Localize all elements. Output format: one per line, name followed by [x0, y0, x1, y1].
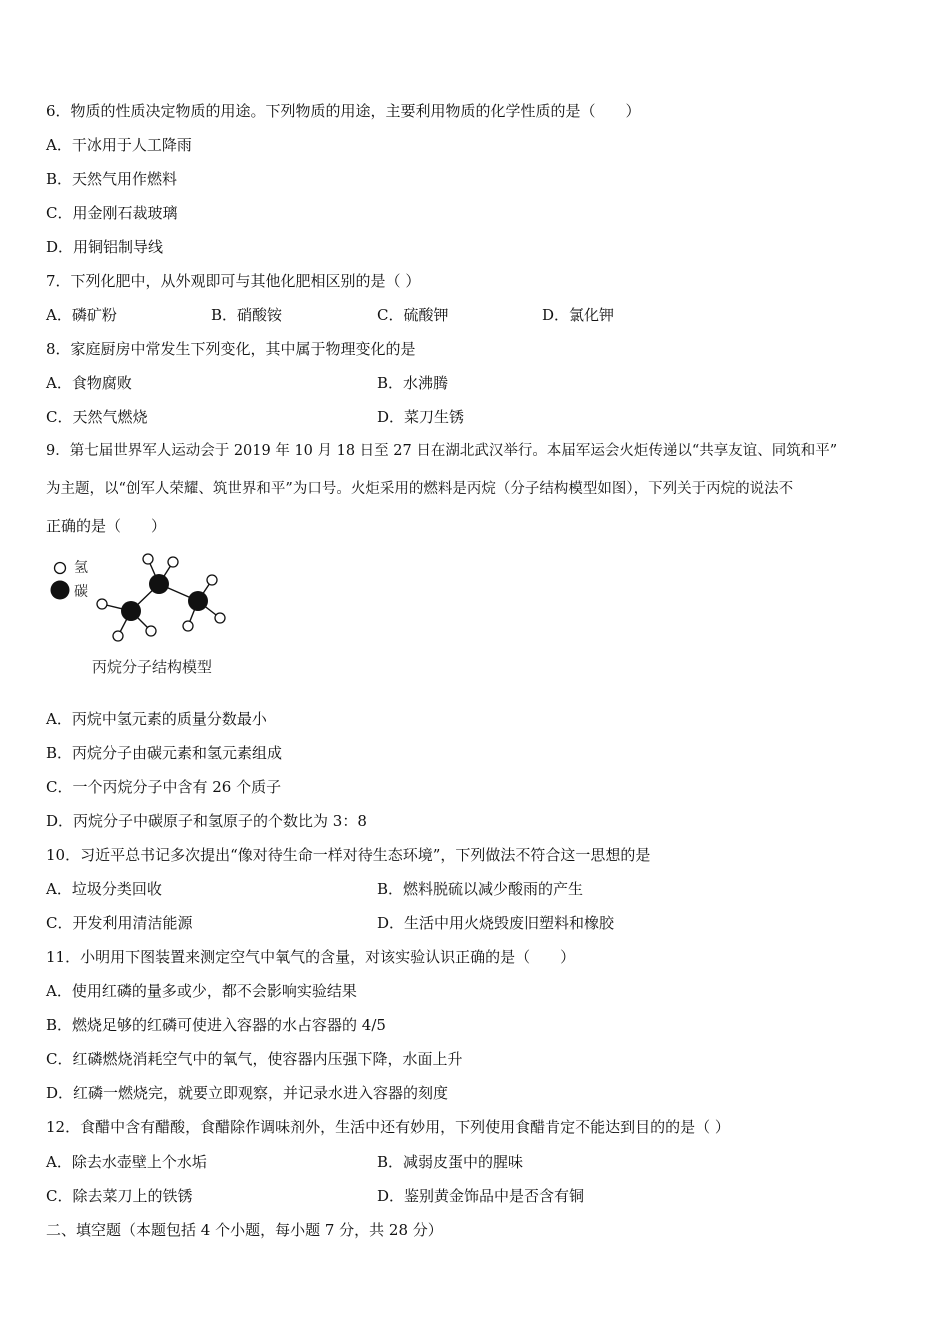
legend-hydrogen-label: 氢 [74, 560, 88, 576]
q7-option-a: A．磷矿粉 [46, 306, 117, 324]
hydrogen-atom [207, 575, 217, 585]
q6-option-d: D．用铜铝制导线 [46, 238, 164, 256]
q11-option-a: A．使用红磷的量多或少，都不会影响实验结果 [46, 982, 357, 1000]
q7-stem: 7．下列化肥中，从外观即可与其他化肥相区别的是（ ） [46, 272, 421, 290]
section-2-heading: 二、填空题（本题包括 4 个小题，每小题 7 分，共 28 分） [46, 1221, 443, 1239]
q7-option-d: D．氯化钾 [542, 306, 615, 324]
q9-stem-line1: 9．第七届世界军人运动会于 2019 年 10 月 18 日至 27 日在湖北武汉举行。本届军运会火炬传递以“共享友谊、同筑和平” [46, 443, 838, 459]
q10-option-d: D．生活中用火烧毁废旧塑料和橡胶 [377, 914, 615, 932]
legend-carbon-label: 碳 [74, 584, 88, 600]
legend-hydrogen-icon [55, 563, 66, 574]
q9-option-a: A．丙烷中氢元素的质量分数最小 [46, 710, 267, 728]
q9-stem-line2: 为主题，以“创军人荣耀、筑世界和平”为口号。火炬采用的燃料是丙烷（分子结构模型如图），下列关于丙烷的说法不 [46, 481, 794, 497]
hydrogen-atom [97, 599, 107, 609]
legend-carbon-icon [51, 581, 70, 600]
carbon-atom [149, 574, 169, 594]
q8-option-a: A．食物腐败 [46, 374, 132, 392]
carbon-atom [121, 601, 141, 621]
q12-option-c: C．除去菜刀上的铁锈 [46, 1187, 193, 1205]
q6-option-a: A．干冰用于人工降雨 [46, 136, 192, 154]
hydrogen-atom [113, 631, 123, 641]
carbon-atom [188, 591, 208, 611]
q10-stem: 10．习近平总书记多次提出“像对待生命一样对待生态环境”，下列做法不符合这一思想的是 [46, 846, 651, 864]
q8-stem: 8．家庭厨房中常发生下列变化，其中属于物理变化的是 [46, 340, 416, 358]
q12-option-a: A．除去水壶壁上个水垢 [46, 1153, 207, 1171]
hydrogen-atom [215, 613, 225, 623]
hydrogen-atom [183, 621, 193, 631]
q8-option-b: B．水沸腾 [377, 374, 449, 392]
q11-option-b: B．燃烧足够的红磷可使进入容器的水占容器的 4/5 [46, 1016, 386, 1034]
q12-stem: 12．食醋中含有醋酸，食醋除作调味剂外，生活中还有妙用，下列使用食醋肯定不能达到目的的是（ ） [46, 1118, 730, 1136]
q6-stem: 6．物质的性质决定物质的用途。下列物质的用途，主要利用物质的化学性质的是（ ） [46, 102, 641, 120]
q10-option-b: B．燃料脱硫以减少酸雨的产生 [377, 880, 584, 898]
q8-option-c: C．天然气燃烧 [46, 408, 148, 426]
q9-option-b: B．丙烷分子由碳元素和氢元素组成 [46, 744, 283, 762]
q12-option-d: D．鉴别黄金饰品中是否含有铜 [377, 1187, 585, 1205]
q10-option-a: A．垃圾分类回收 [46, 880, 162, 898]
q12-option-b: B．减弱皮蛋中的腥味 [377, 1153, 524, 1171]
q11-option-c: C．红磷燃烧消耗空气中的氧气，使容器内压强下降，水面上升 [46, 1050, 463, 1068]
q11-option-d: D．红磷一燃烧完，就要立即观察，并记录水进入容器的刻度 [46, 1084, 449, 1102]
q9-stem-line3: 正确的是（ ） [46, 517, 167, 535]
q6-option-b: B．天然气用作燃料 [46, 170, 178, 188]
q7-option-b: B．硝酸铵 [211, 306, 283, 324]
q10-option-c: C．开发利用清洁能源 [46, 914, 193, 932]
q9-option-c: C．一个丙烷分子中含有 26 个质子 [46, 778, 282, 796]
figure-caption: 丙烷分子结构模型 [92, 658, 213, 676]
hydrogen-atom [143, 554, 153, 564]
q9-option-d: D．丙烷分子中碳原子和氢原子的个数比为 3：8 [46, 812, 367, 830]
hydrogen-atom [146, 626, 156, 636]
hydrogen-atom [168, 557, 178, 567]
q6-option-c: C．用金刚石裁玻璃 [46, 204, 178, 222]
q7-option-c: C．硫酸钾 [377, 306, 449, 324]
q8-option-d: D．菜刀生锈 [377, 408, 465, 426]
q11-stem: 11．小明用下图装置来测定空气中氧气的含量，对该实验认识正确的是（ ） [46, 948, 576, 966]
